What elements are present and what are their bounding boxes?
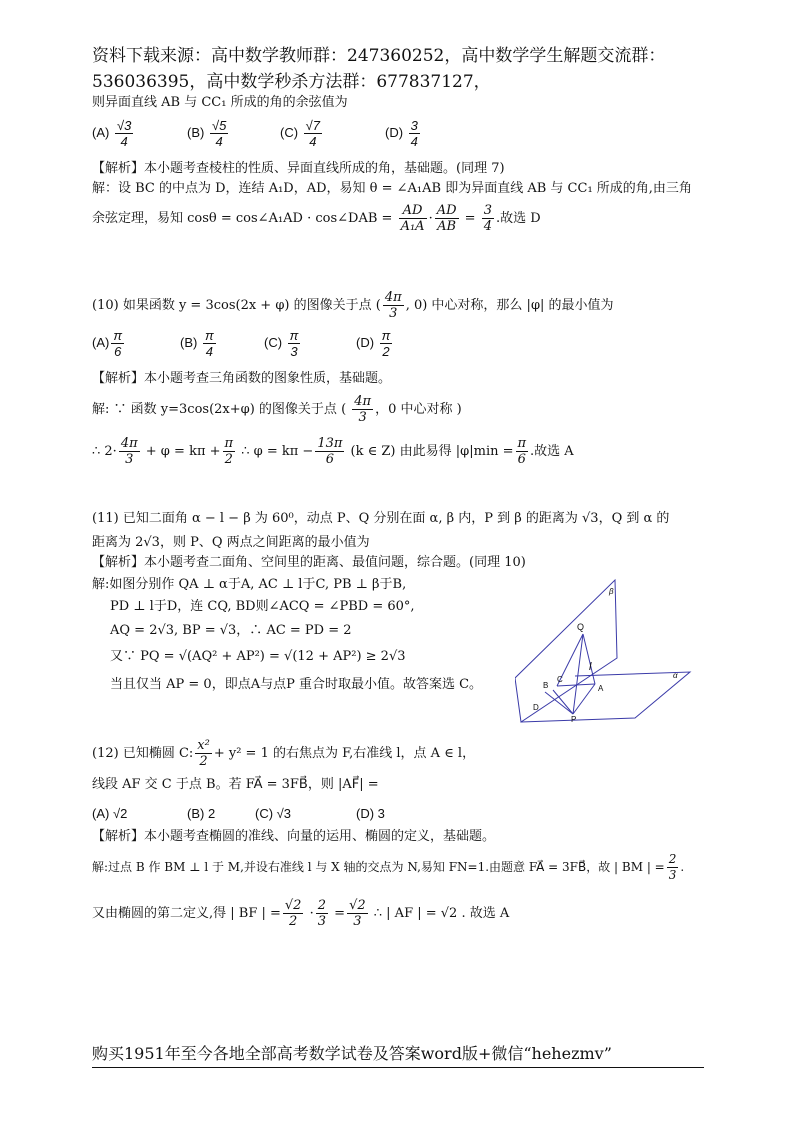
q12-option-d: (D) 3 [356, 806, 385, 821]
q12-analysis: 【解析】本小题考查椭圆的准线、向量的运用、椭圆的定义，基础题。 [92, 829, 496, 844]
q11-stem-line-2: 距离为 2√3，则 P、Q 两点之间距离的最小值为 [92, 535, 370, 550]
q12-stem-line-2: 线段 AF 交 C 于点 B。若 FA⃗ = 3FB⃗，则 |AF⃗| = [92, 777, 379, 792]
q10-option-a: (A) $\frac{\pi}{6}$ [92, 328, 123, 359]
q10-analysis: 【解析】本小题考查三角函数的图象性质，基础题。 [92, 371, 392, 386]
q11-solution-line-4: 又∵ PQ = √(AQ² + AP²) = √(12 + AP²) ≥ 2√3 [110, 649, 406, 664]
q9-option-c: (C) $\frac{√7}{4}$ [280, 118, 321, 149]
q9-solution-line-1: 解：设 BC 的中点为 D，连结 A₁D，AD，易知 θ = ∠A₁AB 即为异面直线 AB 与 CC₁ 所成的角,由三角 [92, 181, 692, 196]
q12-option-c: (C) √3 [255, 806, 292, 821]
q10-solution-line-2: ∴ 2· $\frac{4\pi}{3}$ + φ = kπ + $\frac{\pi}{2}$ ∴ φ = kπ − $\frac{13\pi}{6}$ (k ∈ Z) 由此易得 |φ|min = $\frac{\pi}{6}$ .故选 A [92, 436, 574, 467]
footer-note: 购买1951年至今各地全部高考数学试卷及答案word版+微信“hehezmv” [92, 1044, 612, 1063]
q11-analysis: 【解析】本小题考查二面角、空间里的距离、最值问题，综合题。(同理 10) [92, 555, 526, 570]
label-c: C [557, 675, 563, 684]
q10-options [92, 328, 492, 368]
label-alpha: α [673, 671, 678, 680]
label-beta: β [609, 587, 614, 596]
label-d: D [533, 703, 539, 712]
dihedral-angle-figure [515, 578, 695, 724]
q11-solution-line-2: PD ⊥ l于D，连 CQ, BD则∠ACQ = ∠PBD = 60°, [110, 599, 415, 614]
q9-option-d: (D) $\frac{3}{4}$ [385, 118, 418, 149]
footer-divider [92, 1067, 704, 1068]
q11-stem-line-1: (11) 已知二面角 α − l − β 为 60⁰，动点 P、Q 分别在面 α, β 内，P 到 β 的距离为 √3，Q 到 α 的 [92, 511, 670, 526]
label-q: Q [577, 622, 585, 632]
q11-solution-line-3: AQ = 2√3, BP = √3，∴ AC = PD = 2 [110, 623, 352, 638]
q11-solution-line-5: 当且仅当 AP = 0，即点A与点P 重合时取最小值。故答案选 C。 [110, 677, 483, 692]
q11-solution-line-1: 解:如图分别作 QA ⊥ α于A, AC ⊥ l于C, PB ⊥ β于B, [92, 577, 407, 592]
q10-stem: (10) 如果函数 y = 3cos(2x + φ) 的图像关于点 ( $\frac{4\pi}{3}$ , 0) 中心对称，那么 |φ| 的最小值为 [92, 290, 614, 321]
q12-stem-line-1: (12) 已知椭圆 C: $\frac{\text{x²}}{2}$ + y² = 1 的右焦点为 F,右准线 l，点 A ∈ l， [92, 738, 476, 769]
label-b: B [543, 681, 549, 690]
q12-option-a: (A) √2 [92, 806, 128, 821]
header-line-2: 536036395，高中数学秒杀方法群：677837127， [92, 72, 491, 92]
q10-option-d: (D) $\frac{\pi}{2}$ [356, 328, 391, 359]
q9-analysis: 【解析】本小题考查棱柱的性质、异面直线所成的角，基础题。(同理 7) [92, 161, 505, 176]
q9-options [92, 118, 492, 158]
plane-beta-outline [515, 580, 617, 722]
q12-option-b: (B) 2 [187, 806, 216, 821]
q12-solution-line-2: 又由椭圆的第二定义,得 | BF | = $\frac{√2}{2}$ · $\frac{2}{3}$ = $\frac{√2}{3}$ ∴ | AF | = √2 . 故选 A [92, 898, 510, 929]
header-line-1: 资料下载来源：高中数学教师群：247360252，高中数学学生解题交流群： [92, 46, 666, 66]
label-p: P [571, 715, 577, 724]
q12-solution-line-1: 解:过点 B 作 BM ⊥ l 于 M,并设右准线 l 与 X 轴的交点为 N,易知 FN=1.由题意 FA⃗ = 3FB⃗，故 | BM | = $\frac{2}{3}$ . [92, 852, 685, 882]
plane-alpha-outline [521, 672, 690, 722]
q10-option-b: (B) $\frac{\pi}{4}$ [180, 328, 214, 359]
q9-option-b: (B) $\frac{√5}{4}$ [187, 118, 227, 149]
q10-solution-line-1: 解: ∵ 函数 y=3cos(2x+φ) 的图像关于点 ( $\frac{4\pi}{3}$ ，0 中心对称 ) [92, 394, 462, 425]
q12-options [92, 806, 492, 826]
q10-option-c: (C) $\frac{\pi}{3}$ [264, 328, 299, 359]
q9-solution-line-2: 余弦定理，易知 cosθ = cos∠A₁AD · cos∠DAB = $\frac{AD}{\text{A₁A}}$ · $\frac{AD}{AB}$ = $\frac{3}{4}$ .故选 D [92, 203, 541, 234]
label-l: l [589, 661, 592, 673]
q9-option-a: (A) $\frac{√3}{4}$ [92, 118, 132, 149]
q9-stem: 则异面直线 AB 与 CC₁ 所成的角的余弦值为 [92, 95, 348, 110]
label-a: A [598, 684, 604, 693]
